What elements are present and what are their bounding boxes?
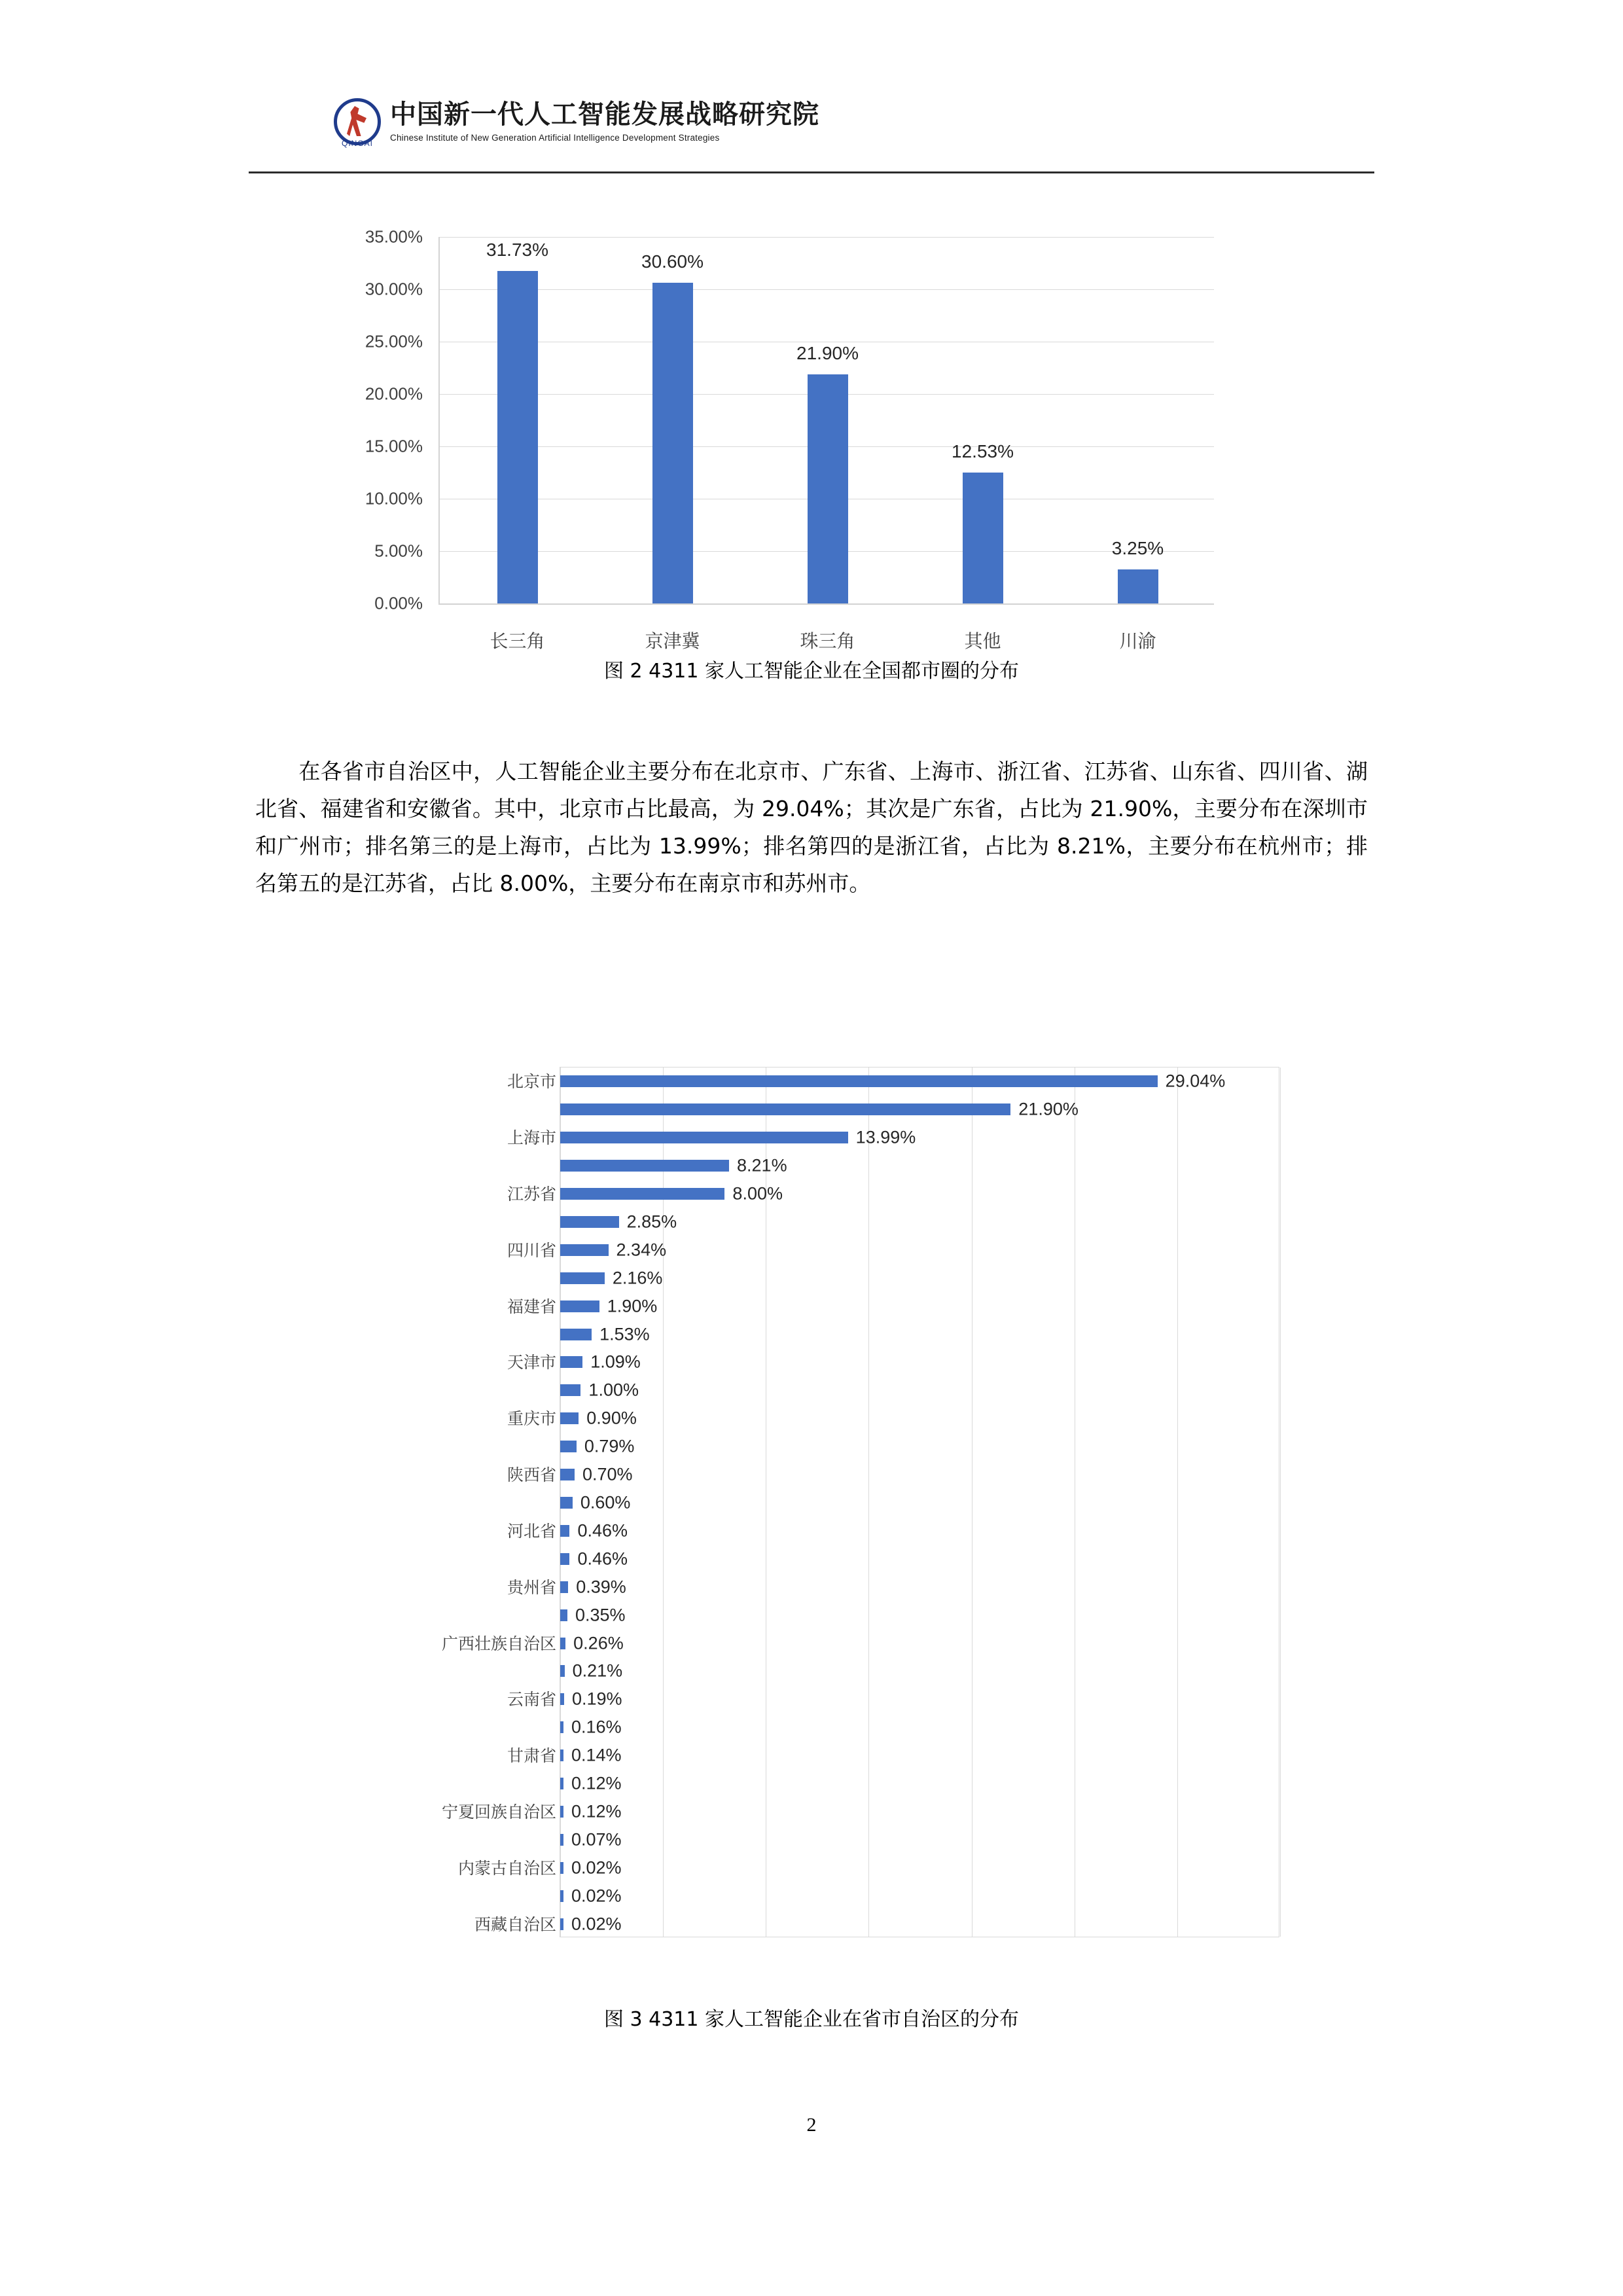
chart2-bar — [560, 1834, 563, 1846]
chart1-x-tick-label: 川渝 — [1119, 630, 1156, 652]
chart1-gridline — [440, 289, 1214, 290]
chart2-bar — [560, 1806, 563, 1818]
chart2-category-label: 甘肃省 — [507, 1746, 556, 1766]
chart2-bar — [560, 1497, 573, 1509]
chart2-data-label: 1.53% — [599, 1324, 650, 1344]
chart1-y-tick-label: 15.00% — [365, 436, 423, 456]
chart2-bar — [560, 1412, 579, 1424]
chart2-bar — [560, 1132, 848, 1143]
chart2-plot-area — [560, 1067, 1279, 1937]
chart1-x-tick-label: 其他 — [964, 630, 1001, 652]
chart2-data-label: 1.00% — [588, 1380, 639, 1400]
chart1-y-tick-label: 10.00% — [365, 488, 423, 509]
chart2-category-label: 贵州省 — [507, 1577, 556, 1597]
chart2-data-label: 0.46% — [577, 1549, 628, 1569]
chart1-x-tick-label: 京津冀 — [645, 630, 700, 652]
chart2-category-label: 江苏省 — [507, 1185, 556, 1204]
chart2-data-label: 1.09% — [590, 1352, 641, 1372]
chart2-data-label: 2.16% — [612, 1268, 663, 1288]
institute-logo — [249, 98, 1361, 148]
chart2-category-label: 陕西省 — [507, 1465, 556, 1485]
chart2-data-label: 0.02% — [571, 1886, 622, 1906]
chart2-category-label: 河北省 — [507, 1521, 556, 1541]
chart2-data-label: 0.19% — [571, 1689, 622, 1709]
body-paragraph — [255, 753, 1368, 902]
chart1-bar — [497, 271, 538, 603]
chart2-category-label: 北京市 — [507, 1072, 556, 1092]
chart2-data-label: 0.12% — [571, 1773, 622, 1793]
chart2-bar — [560, 1216, 619, 1228]
page-number: 2 — [806, 2114, 817, 2136]
chart2-bar — [560, 1890, 563, 1902]
chart2-bar — [560, 1244, 609, 1256]
chart2-bar — [560, 1441, 577, 1452]
chart2-bar — [560, 1778, 563, 1789]
header-divider — [249, 171, 1374, 173]
chart2-data-label: 8.21% — [737, 1155, 787, 1175]
chart2-bar — [560, 1862, 563, 1874]
institute-name-cn: 中国新一代人工智能发展战略研究院 — [390, 99, 819, 130]
chart2-data-label: 8.00% — [732, 1183, 783, 1204]
chart2-data-label: 0.16% — [571, 1717, 622, 1737]
chart1-x-tick-label: 长三角 — [490, 630, 545, 652]
chart1-y-tick-label: 5.00% — [374, 541, 423, 561]
chart2-gridline — [1177, 1067, 1178, 1937]
chart2-bar — [560, 1469, 575, 1480]
chart1-bar — [1118, 569, 1158, 603]
chart2-bar — [560, 1160, 729, 1172]
chart2-bar — [560, 1638, 565, 1649]
chart2-bar — [560, 1553, 569, 1565]
chart2-category-label: 广西壮族自治区 — [441, 1634, 556, 1653]
chart2-data-label: 0.39% — [576, 1577, 626, 1597]
chart2-category-label: 西藏自治区 — [474, 1914, 556, 1934]
chart2-category-label: 重庆市 — [507, 1409, 556, 1429]
chart2-data-label: 0.02% — [571, 1857, 622, 1878]
chart1-y-tick-label: 25.00% — [365, 331, 423, 351]
chart2-data-label: 0.21% — [572, 1660, 623, 1681]
chart2-data-label: 0.14% — [571, 1745, 622, 1765]
chart2-data-label: 0.90% — [586, 1408, 637, 1428]
chart1-y-tick-label: 35.00% — [365, 226, 423, 247]
chart2-category-label: 宁夏回族自治区 — [441, 1802, 556, 1821]
chart2-bar — [560, 1665, 565, 1677]
chart2-bar — [560, 1188, 724, 1200]
chart1-x-axis — [438, 603, 1214, 605]
chart2-data-label: 13.99% — [855, 1127, 916, 1147]
chart2-data-label: 2.85% — [626, 1211, 677, 1232]
figure3-bar-chart — [327, 1067, 1348, 1964]
logo-acronym: QINGAI — [341, 139, 373, 148]
chart2-bar — [560, 1693, 564, 1705]
chart1-y-axis — [327, 223, 432, 615]
chart2-bar — [560, 1272, 605, 1284]
chart2-gridline — [868, 1067, 869, 1937]
chart2-data-label: 0.02% — [571, 1914, 622, 1934]
chart1-x-tick-label: 珠三角 — [800, 630, 855, 652]
chart1-data-label: 12.53% — [952, 440, 1014, 461]
chart1-data-label: 31.73% — [486, 240, 548, 260]
chart2-bar — [560, 1300, 599, 1312]
chart1-y-tick-label: 0.00% — [374, 593, 423, 613]
chart2-data-label: 0.07% — [571, 1829, 622, 1850]
chart2-bar — [560, 1075, 1158, 1087]
chart1-bar — [652, 283, 693, 603]
chart1-data-label: 21.90% — [796, 342, 859, 363]
chart2-bar — [560, 1356, 582, 1368]
chart2-bar — [560, 1581, 568, 1593]
chart2-bar — [560, 1749, 563, 1761]
chart1-gridline — [440, 237, 1214, 238]
chart2-data-label: 1.90% — [607, 1296, 658, 1316]
body-paragraph-text: 在各省市自治区中，人工智能企业主要分布在北京市、广东省、上海市、浙江省、江苏省、山东省、四川省、湖北省、福建省和安徽省。其中，北京市占比最高，为 29.04%；其次是广东省，占比为 21.90%，主要分布在深圳市和广州市；排名第三的是上海市，占比为 13.99%；排名第四的是浙江省，占比为 8.21%，主要分布在杭州市；排名第五的是江苏省，占比 8.00%，主要分布在南京市和苏州市。 — [255, 759, 1368, 896]
figure3-caption: 图 3 4311 家人工智能企业在省市自治区的分布 — [603, 2008, 1020, 2031]
chart1-data-label: 30.60% — [641, 251, 704, 272]
chart2-bar — [560, 1918, 563, 1930]
chart2-category-label: 上海市 — [507, 1128, 556, 1148]
chart2-category-label: 福建省 — [507, 1297, 556, 1316]
chart2-bar — [560, 1103, 1010, 1115]
figure2-column-chart — [327, 223, 1243, 652]
institute-name-en: Chinese Institute of New Generation Artificial Intelligence Development Strategies — [390, 132, 720, 143]
chart2-data-label: 29.04% — [1165, 1071, 1226, 1091]
chart2-category-label: 内蒙古自治区 — [457, 1858, 556, 1878]
chart2-data-label: 0.26% — [573, 1633, 624, 1653]
chart2-data-label: 0.35% — [575, 1605, 626, 1625]
chart2-bar — [560, 1525, 569, 1537]
chart2-category-label: 云南省 — [507, 1690, 556, 1710]
chart1-plot-area — [438, 237, 1214, 652]
document-header — [249, 98, 1361, 170]
chart2-data-label: 0.46% — [577, 1520, 628, 1541]
chart2-bar — [560, 1384, 580, 1396]
chart1-bar — [963, 473, 1003, 603]
chart2-data-label: 0.70% — [582, 1464, 633, 1484]
chart1-data-label: 3.25% — [1111, 538, 1164, 558]
figure2-caption: 图 2 4311 家人工智能企业在全国都市圈的分布 — [603, 660, 1020, 683]
chart2-bar — [560, 1609, 567, 1621]
chart2-bar — [560, 1721, 563, 1733]
institute-emblem-icon — [334, 98, 381, 148]
chart2-category-label: 四川省 — [507, 1240, 556, 1260]
chart2-data-label: 2.34% — [616, 1240, 667, 1260]
chart1-y-tick-label: 20.00% — [365, 384, 423, 404]
chart2-data-label: 0.79% — [584, 1436, 635, 1456]
chart2-data-label: 0.12% — [571, 1801, 622, 1821]
chart2-data-label: 0.60% — [580, 1492, 631, 1513]
chart1-y-tick-label: 30.00% — [365, 279, 423, 299]
chart1-bar — [808, 374, 848, 603]
chart2-bar — [560, 1329, 592, 1340]
chart2-data-label: 21.90% — [1018, 1099, 1079, 1119]
chart2-gridline — [1280, 1067, 1281, 1937]
chart2-category-label: 天津市 — [507, 1353, 556, 1372]
